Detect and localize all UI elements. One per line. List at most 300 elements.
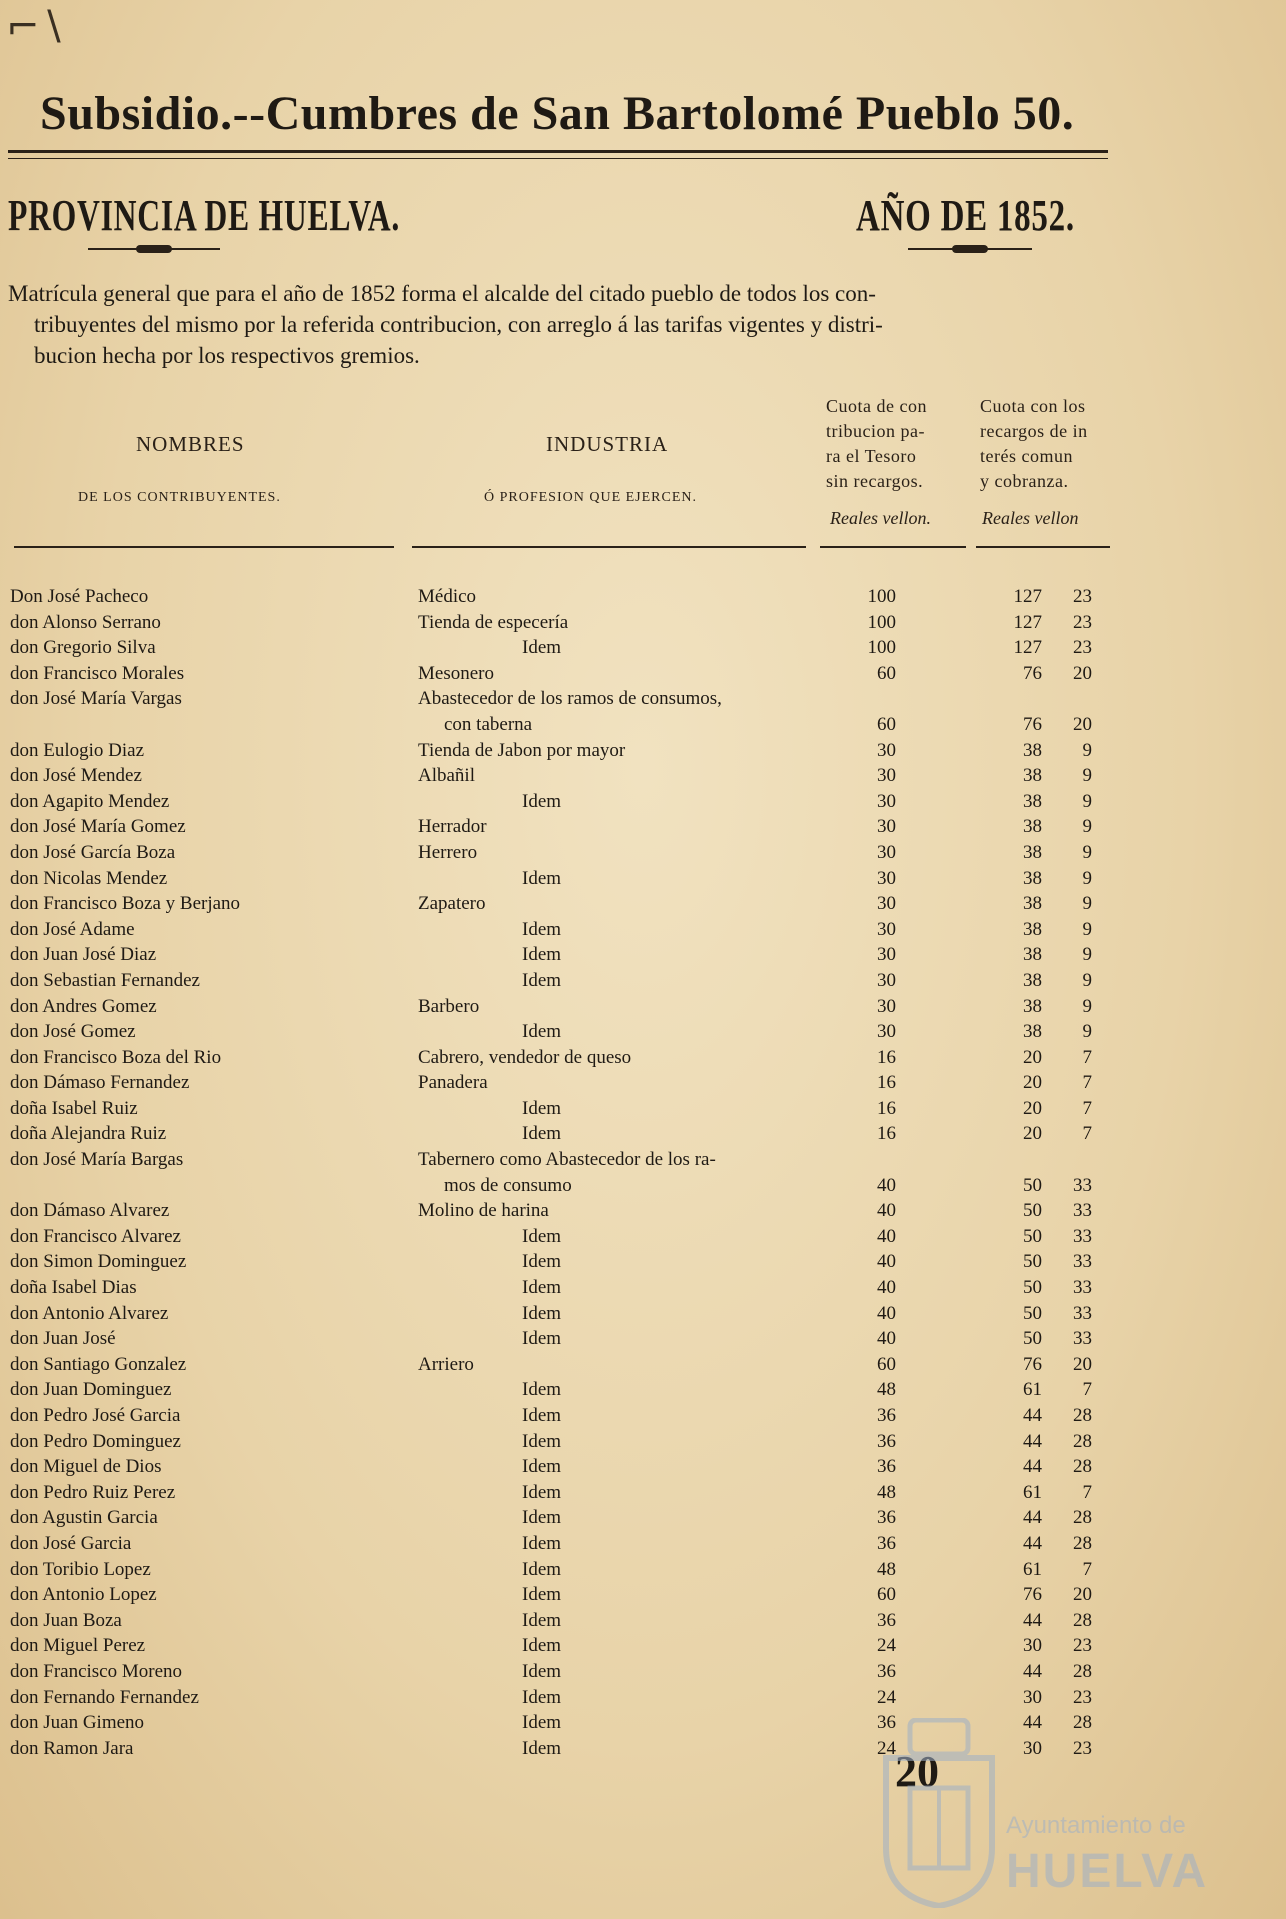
quota-cell: 48 (877, 1379, 896, 1401)
quota-cell: 24 (877, 1686, 896, 1708)
contributor-name: don Juan José Diaz (10, 944, 157, 966)
industry-cell: Idem (522, 1660, 562, 1682)
industry-subheader: Ó PROFESION QUE EJERCEN. (484, 490, 698, 505)
industry-cell: Barbero (418, 995, 480, 1017)
table-row (0, 1377, 1286, 1403)
quota-cell: 30 (877, 893, 896, 915)
table-row (0, 994, 1286, 1020)
surcharge-reales-cell: 76 (1023, 713, 1042, 735)
surcharge-reales-cell: 61 (1023, 1481, 1042, 1503)
surcharge-reales-cell: 38 (1023, 765, 1042, 787)
quota-cell: 30 (877, 816, 896, 838)
quota-cell: 16 (877, 1072, 896, 1094)
table-row (0, 1557, 1286, 1583)
surcharge-cents-cell: 20 (1073, 1353, 1092, 1375)
surcharge-reales-cell: 50 (1023, 1225, 1042, 1247)
intro-line-2: tribuyentes del mismo por la referida contribucion, con arreglo á las tarifas vigentes y distri- (34, 312, 883, 337)
surcharge-cents-cell: 9 (1082, 893, 1092, 915)
quota-cell: 30 (877, 765, 896, 787)
contributor-name: Don José Pacheco (10, 586, 149, 607)
table-row (0, 1096, 1286, 1122)
surcharge-reales-cell: 20 (1023, 1046, 1042, 1068)
surcharge-cents-cell: 9 (1082, 765, 1092, 787)
table-row (0, 1633, 1286, 1659)
table-row (0, 1531, 1286, 1557)
industry-cell: Idem (522, 1481, 562, 1503)
industry-cell: Idem (522, 1712, 562, 1734)
table-row (0, 1454, 1286, 1480)
contributor-name: don Andres Gomez (10, 995, 157, 1017)
surcharge-cents-cell: 9 (1082, 739, 1092, 761)
contributor-name: doña Alejandra Ruiz (10, 1123, 167, 1145)
surcharge-cents-cell: 33 (1073, 1277, 1092, 1299)
surcharge-header-line-4: y cobranza. (980, 471, 1069, 491)
surcharge-cents-cell: 28 (1073, 1430, 1092, 1452)
quota-cell: 60 (877, 1584, 896, 1606)
quota-cell: 60 (877, 713, 896, 735)
contributor-name: don Sebastian Fernandez (10, 969, 200, 991)
table-row (0, 738, 1286, 764)
surcharge-cents-cell: 23 (1073, 611, 1092, 633)
contributor-name: don Francisco Boza del Rio (10, 1046, 222, 1068)
quota-cell: 16 (877, 1046, 896, 1068)
surcharge-cents-cell: 28 (1073, 1532, 1092, 1554)
surcharge-cents-cell: 23 (1073, 637, 1092, 659)
table-row (0, 1429, 1286, 1455)
industry-cell: Idem (522, 944, 562, 966)
contributor-name: don Dámaso Fernandez (10, 1072, 190, 1094)
quota-header-line-4: sin recargos. (826, 471, 924, 491)
quota-cell: 30 (877, 944, 896, 966)
industry-cell: Idem (522, 1558, 562, 1580)
surcharge-reales-cell: 30 (1023, 1737, 1042, 1759)
table-row (0, 763, 1286, 789)
surcharge-header-line-3: terés comun (980, 446, 1073, 466)
surcharge-cents-cell: 7 (1082, 1379, 1092, 1401)
surcharge-reales-cell: 50 (1023, 1328, 1042, 1350)
surcharge-reales-cell: 30 (1023, 1635, 1042, 1657)
table-row (0, 1582, 1286, 1608)
table-row (0, 1352, 1286, 1378)
table-row (0, 1403, 1286, 1429)
industry-cell: Molino de harina (418, 1200, 549, 1222)
table-row (0, 635, 1286, 661)
names-subheader: DE LOS CONTRIBUYENTES. (78, 490, 281, 505)
quota-cell: 30 (877, 867, 896, 889)
quota-cell: 40 (877, 1251, 896, 1273)
surcharge-reales-cell: 38 (1023, 969, 1042, 991)
intro-line-3: bucion hecha por los respectivos gremios. (34, 343, 420, 368)
quota-cell: 40 (877, 1302, 896, 1324)
contributor-name: don Juan Boza (10, 1609, 122, 1631)
industry-header: INDUSTRIA (546, 432, 669, 456)
contributor-name: don José Adame (10, 918, 135, 940)
surcharge-cents-cell: 28 (1073, 1660, 1092, 1682)
contributor-name: don José María Gomez (10, 816, 186, 838)
quota-cell: 36 (877, 1609, 896, 1631)
surcharge-reales-cell: 44 (1023, 1430, 1042, 1452)
surcharge-cents-cell: 7 (1082, 1072, 1092, 1094)
surcharge-reales-cell: 44 (1023, 1507, 1042, 1529)
quota-cell: 60 (877, 1353, 896, 1375)
surcharge-reales-cell: 127 (1013, 586, 1042, 607)
contributor-name: don Gregorio Silva (10, 637, 156, 659)
surcharge-cents-cell: 20 (1073, 1584, 1092, 1606)
contributor-name: don Francisco Morales (10, 662, 185, 684)
contributor-name: don José Garcia (10, 1532, 132, 1554)
surcharge-reales-cell: 38 (1023, 918, 1042, 940)
surcharge-cents-cell: 33 (1073, 1328, 1092, 1350)
industry-cell: Idem (522, 790, 562, 812)
surcharge-cents-cell: 33 (1073, 1251, 1092, 1273)
table-row (0, 917, 1286, 943)
industry-cell: Idem (522, 1686, 562, 1708)
table-row (0, 840, 1286, 866)
industry-cell: Abastecedor de los ramos de consumos, (418, 688, 722, 710)
surcharge-reales-cell: 38 (1023, 995, 1042, 1017)
table-row (0, 1045, 1286, 1071)
quota-cell: 36 (877, 1405, 896, 1426)
surcharge-cents-cell: 7 (1082, 1123, 1092, 1145)
table-row (0, 1198, 1286, 1224)
quota-cell: 24 (877, 1737, 896, 1759)
surcharge-reales-cell: 127 (1013, 637, 1042, 659)
contributor-name: don Eulogio Diaz (10, 739, 145, 761)
surcharge-reales-cell: 44 (1023, 1712, 1042, 1734)
province-ornament (88, 248, 220, 250)
table-row (0, 1019, 1286, 1045)
quota-cell: 30 (877, 918, 896, 940)
quota-cell: 36 (877, 1712, 896, 1734)
table-row (0, 1147, 1286, 1173)
industry-cell: Idem (522, 1277, 562, 1299)
surcharge-cents-cell: 33 (1073, 1225, 1092, 1247)
industry-cell: Mesonero (418, 662, 494, 684)
quota-header (826, 394, 927, 494)
header-rule-quota (820, 546, 966, 548)
quota-cell: 30 (877, 1021, 896, 1043)
surcharge-reales-cell: 38 (1023, 944, 1042, 966)
table-row (0, 1173, 1286, 1199)
industry-cell: Panadera (418, 1072, 488, 1094)
surcharge-unit: Reales vellon (982, 508, 1079, 528)
surcharge-cents-cell: 33 (1073, 1174, 1092, 1196)
quota-cell: 30 (877, 790, 896, 812)
surcharge-reales-cell: 50 (1023, 1251, 1042, 1273)
contributor-name: don Juan Gimeno (10, 1712, 145, 1734)
contributor-name: don Francisco Alvarez (10, 1225, 181, 1247)
table-row (0, 686, 1286, 712)
surcharge-reales-cell: 30 (1023, 1686, 1042, 1708)
surcharge-cents-cell: 9 (1082, 969, 1092, 991)
surcharge-reales-cell: 76 (1023, 1353, 1042, 1375)
title-rule-thin (8, 158, 1108, 159)
contributor-name: don Pedro José Garcia (10, 1405, 181, 1426)
surcharge-reales-cell: 50 (1023, 1277, 1042, 1299)
surcharge-reales-cell: 20 (1023, 1072, 1042, 1094)
industry-cell: Idem (522, 1737, 562, 1759)
contributor-name: don Dámaso Alvarez (10, 1200, 170, 1222)
surcharge-header (980, 394, 1088, 494)
surcharge-reales-cell: 38 (1023, 1021, 1042, 1043)
surcharge-header-line-1: Cuota con los (980, 396, 1086, 416)
contributor-name: doña Isabel Dias (10, 1277, 137, 1299)
quota-cell: 30 (877, 841, 896, 863)
industry-cell: Idem (522, 1021, 562, 1043)
industry-cell: Arriero (418, 1353, 474, 1375)
quota-cell: 36 (877, 1456, 896, 1478)
table-row (0, 1505, 1286, 1531)
surcharge-cents-cell: 9 (1082, 867, 1092, 889)
table-row (0, 1224, 1286, 1250)
table-row (0, 866, 1286, 892)
surcharge-header-line-2: recargos de in (980, 421, 1088, 441)
header-rule-surcharge (976, 546, 1110, 548)
surcharge-reales-cell: 44 (1023, 1660, 1042, 1682)
industry-cell: Cabrero, vendedor de queso (418, 1046, 632, 1068)
surcharge-reales-cell: 38 (1023, 841, 1042, 863)
contributor-name: don Miguel de Dios (10, 1456, 162, 1478)
industry-cell: Herrero (418, 841, 478, 863)
intro-line-1: Matrícula general que para el año de 1852 forma el alcalde del citado pueblo de todos los con- (8, 281, 876, 306)
industry-cell: Idem (522, 1379, 562, 1401)
industry-cell: Idem (522, 1225, 562, 1247)
table-row (0, 1608, 1286, 1634)
quota-cell: 16 (877, 1097, 896, 1119)
industry-cell: Idem (522, 969, 562, 991)
industry-cell: Zapatero (418, 893, 486, 915)
surcharge-reales-cell: 38 (1023, 816, 1042, 838)
contributor-name: don Agapito Mendez (10, 790, 170, 812)
surcharge-cents-cell: 28 (1073, 1507, 1092, 1529)
contributor-name: don José María Bargas (10, 1149, 184, 1171)
surcharge-cents-cell: 28 (1073, 1405, 1092, 1426)
industry-cell: Herrador (418, 816, 487, 838)
surcharge-reales-cell: 61 (1023, 1558, 1042, 1580)
table-row (0, 712, 1286, 738)
table-row (0, 1480, 1286, 1506)
industry-cell: Idem (522, 1123, 562, 1145)
contributor-name: don José García Boza (10, 841, 176, 863)
industry-cell: Tienda de especería (418, 611, 569, 633)
contributor-name: don Fernando Fernandez (10, 1686, 199, 1708)
table-row (0, 1301, 1286, 1327)
surcharge-cents-cell: 9 (1082, 816, 1092, 838)
quota-cell: 48 (877, 1481, 896, 1503)
surcharge-cents-cell: 9 (1082, 841, 1092, 863)
contributor-name: doña Isabel Ruiz (10, 1097, 138, 1119)
quota-cell: 36 (877, 1660, 896, 1682)
industry-cell: Idem (522, 1405, 562, 1426)
table-row (0, 1249, 1286, 1275)
table-row (0, 1326, 1286, 1352)
surcharge-reales-cell: 44 (1023, 1609, 1042, 1631)
year-ornament (908, 248, 1032, 250)
quota-cell: 16 (877, 1123, 896, 1145)
industry-cell: Tabernero como Abastecedor de los ra- (418, 1149, 716, 1171)
industry-cell: Idem (522, 1584, 562, 1606)
industry-cell: Idem (522, 1635, 562, 1657)
quota-cell: 40 (877, 1225, 896, 1247)
industry-cell: Idem (522, 1609, 562, 1631)
table-row (0, 1121, 1286, 1147)
quota-cell: 36 (877, 1532, 896, 1554)
surcharge-cents-cell: 33 (1073, 1302, 1092, 1324)
surcharge-cents-cell: 28 (1073, 1609, 1092, 1631)
surcharge-reales-cell: 50 (1023, 1174, 1042, 1196)
surcharge-reales-cell: 127 (1013, 611, 1042, 633)
city-shield-icon (880, 1718, 998, 1908)
quota-cell: 24 (877, 1635, 896, 1657)
quota-header-line-1: Cuota de con (826, 396, 927, 416)
quota-cell: 100 (867, 586, 896, 607)
surcharge-cents-cell: 7 (1082, 1097, 1092, 1119)
quota-cell: 48 (877, 1558, 896, 1580)
contributor-name: don Antonio Lopez (10, 1584, 157, 1606)
surcharge-reales-cell: 20 (1023, 1097, 1042, 1119)
contributor-name: don Juan José (10, 1328, 116, 1350)
surcharge-reales-cell: 76 (1023, 1584, 1042, 1606)
contributor-name: don Pedro Dominguez (10, 1430, 181, 1452)
quota-cell: 30 (877, 995, 896, 1017)
industry-cell: Idem (522, 867, 562, 889)
industry-cell: Idem (522, 1251, 562, 1273)
quota-cell: 30 (877, 739, 896, 761)
quota-cell: 100 (867, 611, 896, 633)
watermark-line-1: Ayuntamiento de (1006, 1812, 1186, 1839)
names-header: NOMBRES (136, 432, 245, 456)
surcharge-reales-cell: 44 (1023, 1456, 1042, 1478)
quota-cell: 40 (877, 1277, 896, 1299)
quota-header-line-2: tribucion pa- (826, 421, 925, 441)
surcharge-cents-cell: 28 (1073, 1712, 1092, 1734)
surcharge-cents-cell: 7 (1082, 1481, 1092, 1503)
quota-cell: 100 (867, 637, 896, 659)
province-label: PROVINCIA DE HUELVA. (8, 191, 401, 240)
industry-cell: Idem (522, 1328, 562, 1350)
table-row (0, 891, 1286, 917)
table-row (0, 1275, 1286, 1301)
surcharge-cents-cell: 9 (1082, 918, 1092, 940)
contributor-name: don Antonio Alvarez (10, 1302, 169, 1324)
header-rule-names (14, 546, 394, 548)
industry-cell: Albañil (418, 765, 475, 787)
surcharge-reales-cell: 50 (1023, 1302, 1042, 1324)
surcharge-cents-cell: 20 (1073, 662, 1092, 684)
contributor-name: don Toribio Lopez (10, 1558, 151, 1580)
surcharge-cents-cell: 23 (1073, 586, 1092, 607)
surcharge-reales-cell: 38 (1023, 867, 1042, 889)
intro-paragraph (8, 278, 1118, 371)
contributors-table (0, 584, 1286, 1761)
surcharge-cents-cell: 9 (1082, 995, 1092, 1017)
contributor-name: don Francisco Moreno (10, 1660, 183, 1682)
quota-cell: 40 (877, 1328, 896, 1350)
surcharge-cents-cell: 23 (1073, 1737, 1092, 1759)
quota-header-line-3: ra el Tesoro (826, 446, 917, 466)
quota-cell: 60 (877, 662, 896, 684)
surcharge-reales-cell: 38 (1023, 893, 1042, 915)
table-row (0, 610, 1286, 636)
quota-cell: 40 (877, 1174, 896, 1196)
table-row (0, 1659, 1286, 1685)
surcharge-cents-cell: 28 (1073, 1456, 1092, 1478)
table-row (0, 814, 1286, 840)
surcharge-cents-cell: 20 (1073, 713, 1092, 735)
surcharge-cents-cell: 9 (1082, 944, 1092, 966)
year-label: AÑO DE 1852. (856, 191, 1075, 240)
table-row (0, 661, 1286, 687)
industry-cell: mos de consumo (444, 1174, 572, 1196)
surcharge-reales-cell: 76 (1023, 662, 1042, 684)
contributor-name: don Alonso Serrano (10, 611, 161, 633)
contributor-name: don Francisco Boza y Berjano (10, 893, 241, 915)
surcharge-cents-cell: 9 (1082, 1021, 1092, 1043)
contributor-name: don Juan Dominguez (10, 1379, 172, 1401)
quota-cell: 30 (877, 969, 896, 991)
surcharge-reales-cell: 44 (1023, 1405, 1042, 1426)
contributor-name: don Santiago Gonzalez (10, 1353, 187, 1375)
quota-cell: 36 (877, 1430, 896, 1452)
surcharge-cents-cell: 23 (1073, 1686, 1092, 1708)
industry-cell: Idem (522, 1302, 562, 1324)
industry-cell: Idem (522, 1532, 562, 1554)
surcharge-cents-cell: 33 (1073, 1200, 1092, 1222)
industry-cell: con taberna (444, 713, 533, 735)
contributor-name: don Ramon Jara (10, 1737, 134, 1759)
surcharge-reales-cell: 20 (1023, 1123, 1042, 1145)
industry-cell: Idem (522, 1430, 562, 1452)
surcharge-cents-cell: 9 (1082, 790, 1092, 812)
surcharge-cents-cell: 7 (1082, 1046, 1092, 1068)
industry-cell: Idem (522, 1507, 562, 1529)
quota-cell: 40 (877, 1200, 896, 1222)
header-rule-industry (412, 546, 806, 548)
table-row (0, 789, 1286, 815)
contributor-name: don José Gomez (10, 1021, 136, 1043)
surcharge-cents-cell: 23 (1073, 1635, 1092, 1657)
surcharge-reales-cell: 38 (1023, 790, 1042, 812)
watermark-line-2: HUELVA (1006, 1845, 1209, 1898)
surcharge-reales-cell: 61 (1023, 1379, 1042, 1401)
contributor-name: don Pedro Ruiz Perez (10, 1481, 176, 1503)
contributor-name: don Simon Dominguez (10, 1251, 187, 1273)
industry-cell: Tienda de Jabon por mayor (418, 739, 626, 761)
surcharge-reales-cell: 44 (1023, 1532, 1042, 1554)
surcharge-reales-cell: 38 (1023, 739, 1042, 761)
contributor-name: don Agustin Garcia (10, 1507, 158, 1529)
quota-cell: 36 (877, 1507, 896, 1529)
table-row (0, 1070, 1286, 1096)
title-rule-thick (8, 150, 1108, 153)
table-row (0, 584, 1286, 610)
industry-cell: Idem (522, 1456, 562, 1478)
document-title: Subsidio.--Cumbres de San Bartolomé Pueblo 50. (40, 87, 1075, 140)
page-number: 20 (895, 1747, 939, 1796)
table-row (0, 942, 1286, 968)
watermark (880, 1718, 1210, 1908)
industry-cell: Idem (522, 637, 562, 659)
contributor-name: don José Mendez (10, 765, 142, 787)
industry-cell: Idem (522, 1097, 562, 1119)
contributor-name: don Miguel Perez (10, 1635, 146, 1657)
surcharge-reales-cell: 50 (1023, 1200, 1042, 1222)
contributor-name: don Nicolas Mendez (10, 867, 168, 889)
surcharge-cents-cell: 7 (1082, 1558, 1092, 1580)
quota-unit: Reales vellon. (830, 508, 931, 528)
table-row (0, 968, 1286, 994)
corner-mark: ⌐∖ (6, 4, 65, 50)
